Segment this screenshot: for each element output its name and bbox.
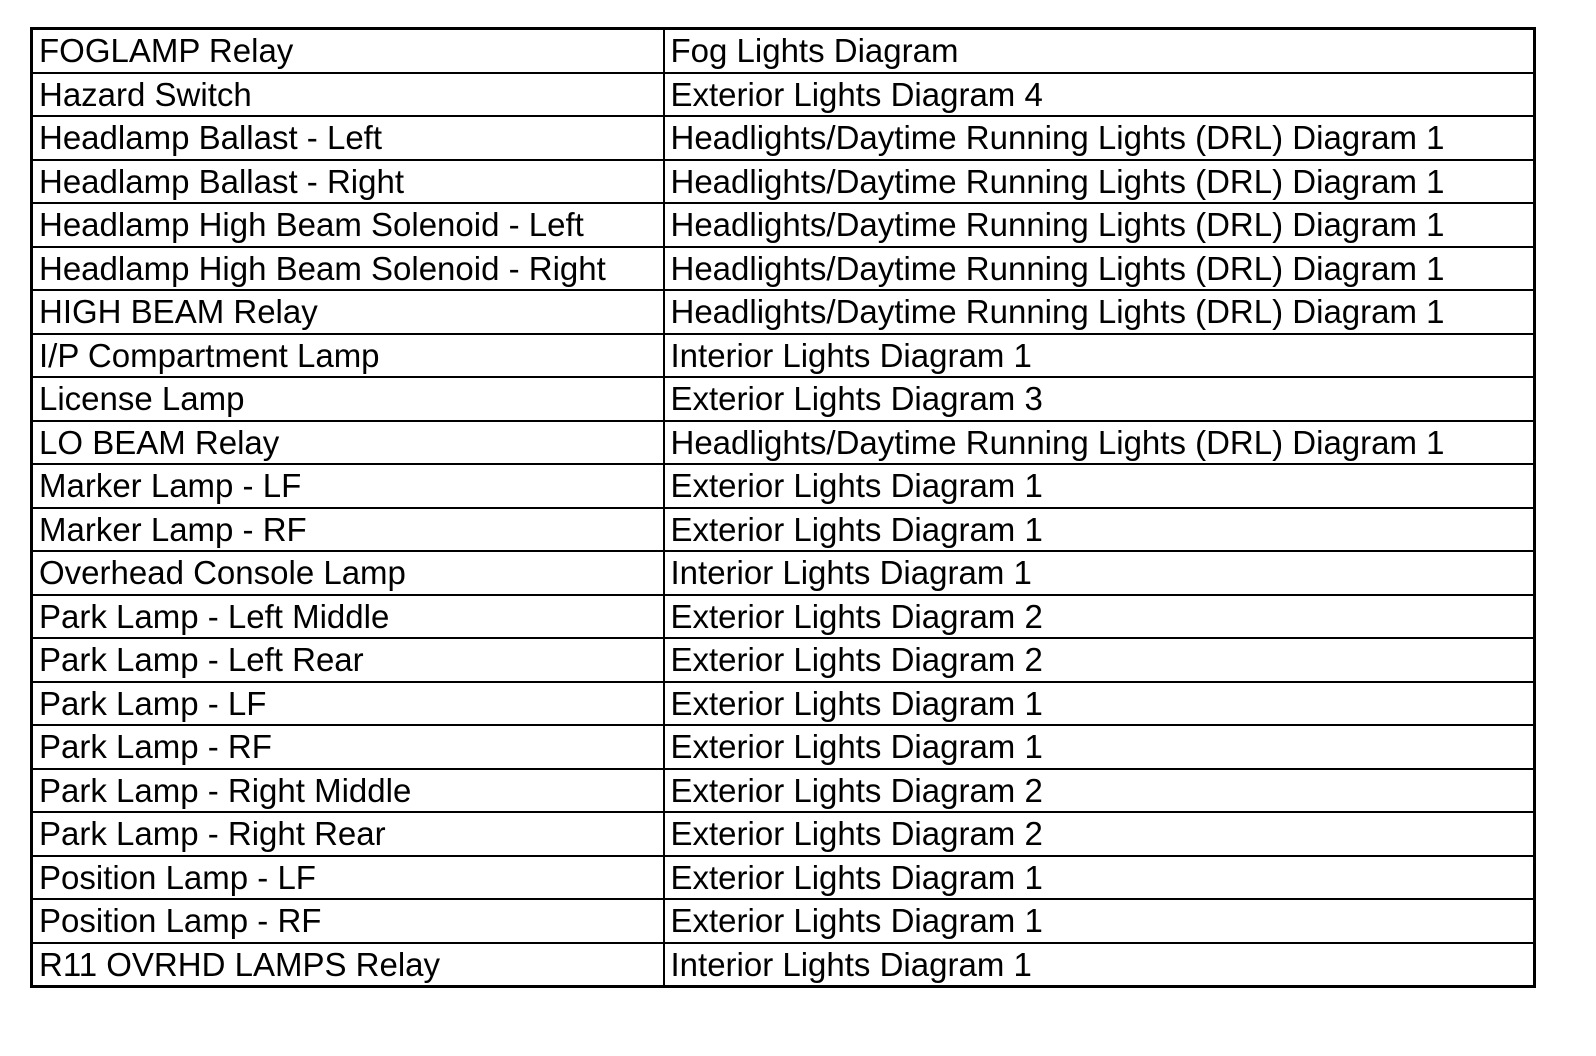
component-cell: LO BEAM Relay: [32, 421, 664, 465]
table-body: [32, 29, 1535, 987]
diagram-cell: Exterior Lights Diagram 3: [664, 377, 1535, 421]
table-row: [32, 812, 1535, 856]
component-cell: R11 OVRHD LAMPS Relay: [32, 943, 664, 987]
table-row: [32, 508, 1535, 552]
table-row: [32, 377, 1535, 421]
diagram-cell: Interior Lights Diagram 1: [664, 551, 1535, 595]
component-cell: Position Lamp - LF: [32, 856, 664, 900]
table-row: [32, 73, 1535, 117]
table-row: [32, 769, 1535, 813]
table-row: [32, 421, 1535, 465]
table-row: [32, 203, 1535, 247]
diagram-cell: Exterior Lights Diagram 1: [664, 899, 1535, 943]
component-cell: Position Lamp - RF: [32, 899, 664, 943]
table-row: [32, 595, 1535, 639]
diagram-cell: Exterior Lights Diagram 4: [664, 73, 1535, 117]
component-cell: Park Lamp - RF: [32, 725, 664, 769]
component-cell: Marker Lamp - RF: [32, 508, 664, 552]
component-cell: Park Lamp - LF: [32, 682, 664, 726]
table-row: [32, 899, 1535, 943]
table-row: [32, 943, 1535, 987]
diagram-cell: Headlights/Daytime Running Lights (DRL) Diagram 1: [664, 421, 1535, 465]
component-cell: FOGLAMP Relay: [32, 29, 664, 73]
component-cell: Park Lamp - Right Rear: [32, 812, 664, 856]
diagram-cell: Exterior Lights Diagram 2: [664, 812, 1535, 856]
table-row: [32, 334, 1535, 378]
table-row: [32, 682, 1535, 726]
component-cell: Headlamp High Beam Solenoid - Left: [32, 203, 664, 247]
diagram-cell: Fog Lights Diagram: [664, 29, 1535, 73]
component-cell: Park Lamp - Left Middle: [32, 595, 664, 639]
diagram-cell: Headlights/Daytime Running Lights (DRL) Diagram 1: [664, 290, 1535, 334]
component-cell: I/P Compartment Lamp: [32, 334, 664, 378]
diagram-cell: Exterior Lights Diagram 1: [664, 856, 1535, 900]
diagram-cell: Headlights/Daytime Running Lights (DRL) Diagram 1: [664, 160, 1535, 204]
table-row: [32, 290, 1535, 334]
component-cell: Headlamp High Beam Solenoid - Right: [32, 247, 664, 291]
component-cell: Headlamp Ballast - Left: [32, 116, 664, 160]
table-row: [32, 856, 1535, 900]
component-cell: HIGH BEAM Relay: [32, 290, 664, 334]
table-row: [32, 551, 1535, 595]
table-row: [32, 116, 1535, 160]
component-cell: Hazard Switch: [32, 73, 664, 117]
table-row: [32, 29, 1535, 73]
component-cell: Park Lamp - Left Rear: [32, 638, 664, 682]
component-cell: License Lamp: [32, 377, 664, 421]
table-row: [32, 247, 1535, 291]
table-row: [32, 638, 1535, 682]
component-cell: Overhead Console Lamp: [32, 551, 664, 595]
diagram-cell: Exterior Lights Diagram 2: [664, 769, 1535, 813]
diagram-cell: Headlights/Daytime Running Lights (DRL) Diagram 1: [664, 247, 1535, 291]
diagram-cell: Headlights/Daytime Running Lights (DRL) Diagram 1: [664, 116, 1535, 160]
component-cell: Park Lamp - Right Middle: [32, 769, 664, 813]
component-cell: Headlamp Ballast - Right: [32, 160, 664, 204]
table-row: [32, 725, 1535, 769]
component-diagram-table: [30, 27, 1536, 988]
table-row: [32, 160, 1535, 204]
diagram-cell: Exterior Lights Diagram 1: [664, 682, 1535, 726]
diagram-cell: Exterior Lights Diagram 2: [664, 638, 1535, 682]
diagram-cell: Interior Lights Diagram 1: [664, 334, 1535, 378]
diagram-cell: Exterior Lights Diagram 1: [664, 725, 1535, 769]
diagram-cell: Exterior Lights Diagram 1: [664, 508, 1535, 552]
table-row: [32, 464, 1535, 508]
diagram-cell: Interior Lights Diagram 1: [664, 943, 1535, 987]
diagram-cell: Exterior Lights Diagram 2: [664, 595, 1535, 639]
component-cell: Marker Lamp - LF: [32, 464, 664, 508]
diagram-cell: Headlights/Daytime Running Lights (DRL) Diagram 1: [664, 203, 1535, 247]
diagram-cell: Exterior Lights Diagram 1: [664, 464, 1535, 508]
